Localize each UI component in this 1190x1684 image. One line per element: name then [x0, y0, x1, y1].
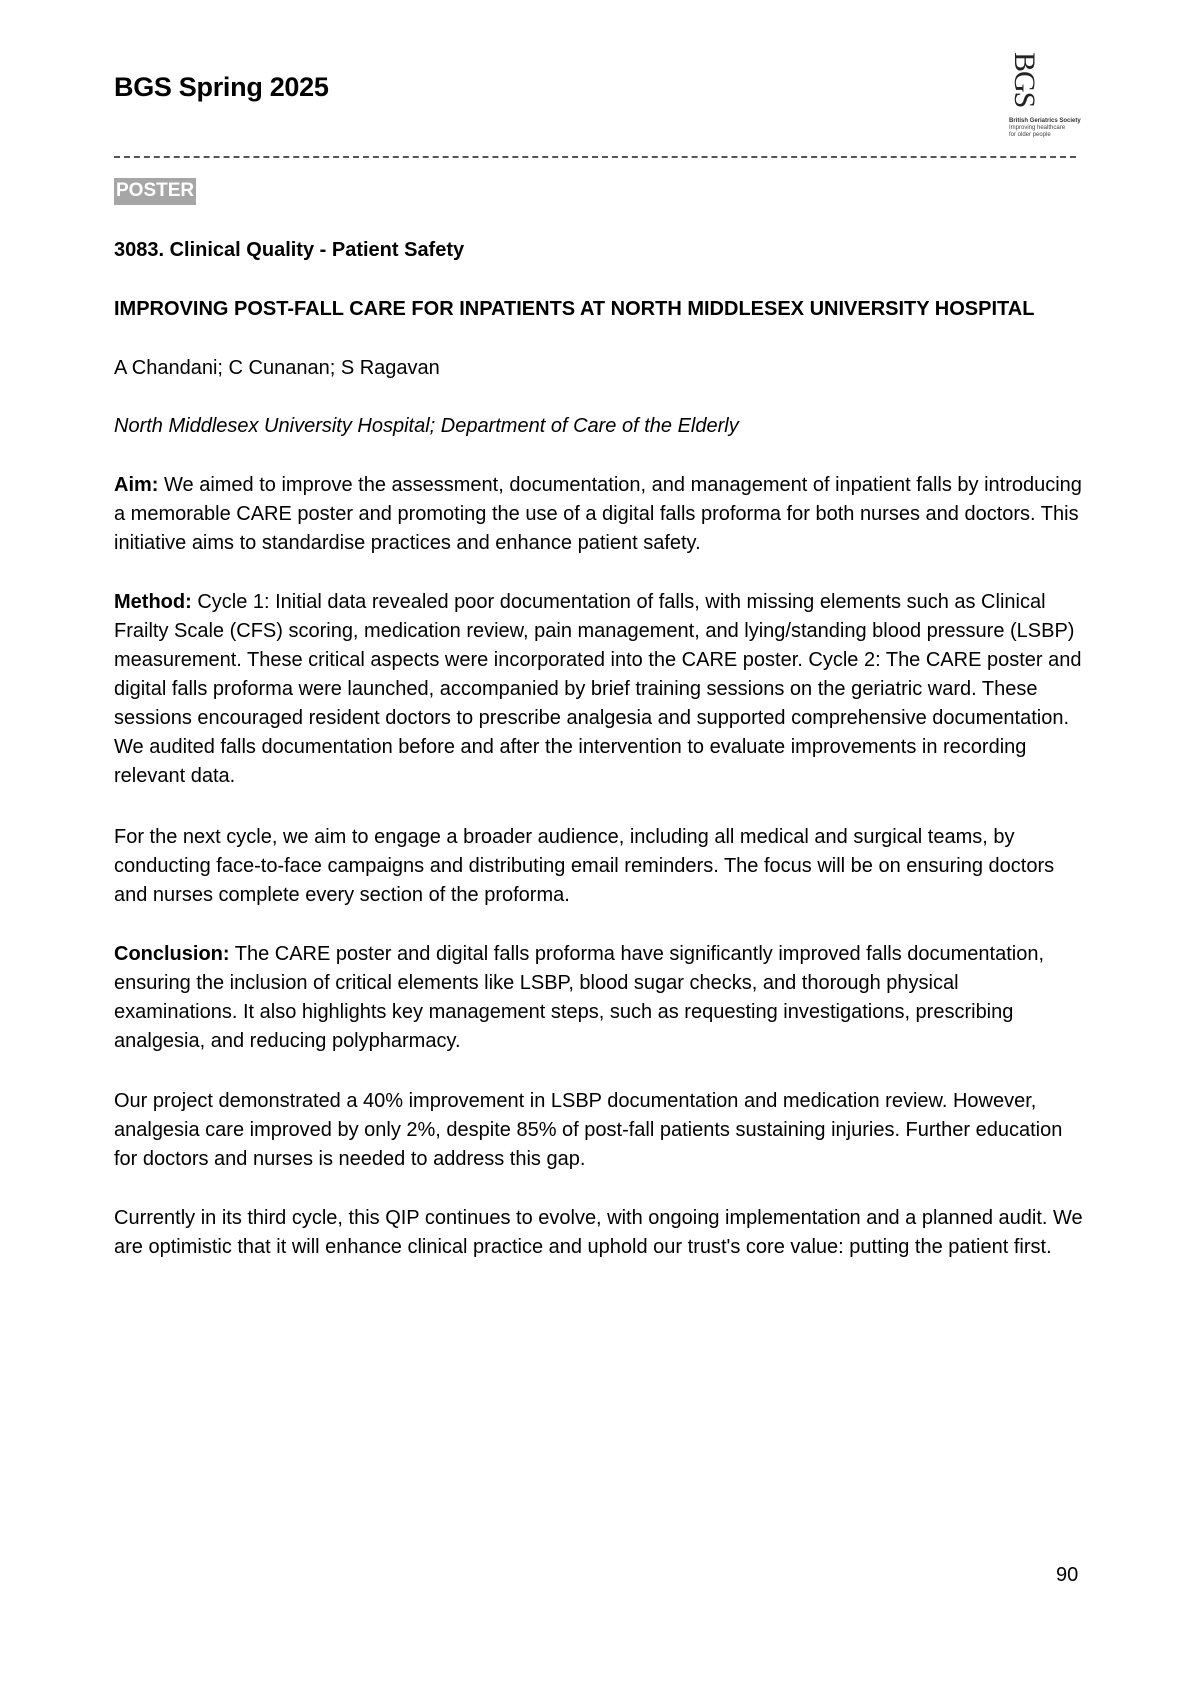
section-aim: [114, 471, 1084, 558]
section-label: Method:: [114, 591, 192, 613]
abstract-title: IMPROVING POST-FALL CARE FOR INPATIENTS AT NORTH MIDDLESEX UNIVERSITY HOSPITAL: [114, 298, 1035, 320]
conference-title: BGS Spring 2025: [114, 72, 329, 102]
abstract-authors: A Chandani; C Cunanan; S Ragavan: [114, 357, 440, 379]
bgs-monogram-icon: BGS: [1008, 52, 1041, 108]
section-text: We aimed to improve the assessment, documentation, and management of inpatient falls by introducing a memorable CARE poster and promoting the use of a digital falls proforma for both nurses and doctors. This initiative aims to standardise practices and enhance patient safety.: [114, 474, 1082, 554]
section-label: Conclusion:: [114, 943, 230, 965]
section-label: Aim:: [114, 474, 159, 496]
section-text: Cycle 1: Initial data revealed poor documentation of falls, with missing elements such as Clinical Frailty Scale (CFS) scoring, medication review, pain management, and lying/standing blood pressure (LSBP) measurement. These critical aspects were incorporated into the CARE poster. Cycle 2: The CARE poster and digital falls proforma were launched, accompanied by brief training sessions on the geriatric ward. These sessions encouraged resident doctors to prescribe analgesia and supported comprehensive documentation. We audited falls documentation before and after the intervention to evaluate improvements in recording relevant data.: [114, 591, 1082, 787]
logo-org-name: British Geriatrics Society: [1009, 118, 1081, 124]
section-conclusion: [114, 940, 1084, 1056]
poster-badge: POSTER: [114, 178, 196, 205]
logo-tagline-2: for older people: [1009, 132, 1051, 138]
page-number: 90: [1056, 1564, 1079, 1586]
section-text: Currently in its third cycle, this QIP continues to evolve, with ongoing implementation and a planned audit. We are optimistic that it will enhance clinical practice and uphold our trust's core value: putting the patient first.: [114, 1207, 1083, 1258]
section-text: Our project demonstrated a 40% improvement in LSBP documentation and medication review. However, analgesia care improved by only 2%, despite 85% of post-fall patients sustaining injuries. Further education for doctors and nurses is needed to address this gap.: [114, 1090, 1063, 1170]
section-next-cycle: [114, 823, 1084, 910]
bgs-logo: [1003, 52, 1098, 140]
section-text: The CARE poster and digital falls proforma have significantly improved falls documentation, ensuring the inclusion of critical elements like LSBP, blood sugar checks, and thorough physical examinations. It also highlights key management steps, such as requesting investigations, prescribing analgesia, and reducing polypharmacy.: [114, 943, 1045, 1052]
header-divider: [114, 156, 1076, 158]
logo-tagline-1: Improving healthcare: [1009, 125, 1066, 131]
abstract-number-category: 3083. Clinical Quality - Patient Safety: [114, 239, 465, 261]
abstract-affiliation: North Middlesex University Hospital; Department of Care of the Elderly: [114, 415, 739, 437]
section-method: [114, 588, 1084, 791]
section-text: For the next cycle, we aim to engage a broader audience, including all medical and surgical teams, by conducting face-to-face campaigns and distributing email reminders. The focus will be on ensuring doctors and nurses complete every section of the proforma.: [114, 826, 1055, 906]
section-results: [114, 1087, 1084, 1174]
section-current-cycle: [114, 1204, 1084, 1262]
